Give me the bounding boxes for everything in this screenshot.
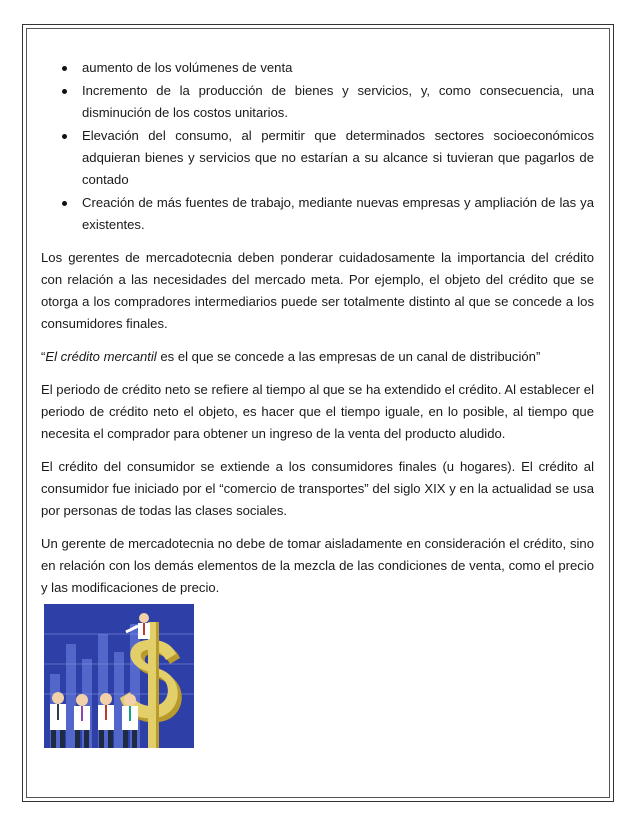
paragraph-credit-period: El periodo de crédito neto se refiere al tiempo al que se ha extendido el crédito. Al establecer el periodo de crédito neto el objeto, es hacer que el tiempo iguale, en lo posible, al tiempo que necesita el comprador para obtener un ingreso de la venta del producto aludido.	[41, 382, 594, 441]
paragraph-credit-importance: Los gerentes de mercadotecnia deben ponderar cuidadosamente la importancia del crédito con relación a las necesidades del mercado meta. Por ejemplo, el objeto del crédito que se otorga a los compradores intermediarios puede ser totalmente distinto al que se concede a los consumidores finales.	[41, 250, 594, 331]
list-item-text: Elevación del consumo, al permitir que determinados sectores socioeconómicos adquieran bienes y servicios que no estarían a su alcance si tuvieran que pagarlos de contado	[82, 128, 594, 187]
benefits-list	[41, 57, 594, 236]
definition-text: es el que se concede a las empresas de un canal de distribución”	[156, 349, 541, 364]
bullet-icon	[62, 134, 67, 139]
bullet-icon	[62, 66, 67, 71]
list-item-text: Creación de más fuentes de trabajo, mediante nuevas empresas y ampliación de las ya existentes.	[82, 195, 594, 232]
document-body	[41, 57, 594, 599]
list-item	[41, 57, 594, 79]
defined-term: El crédito mercantil	[45, 349, 157, 364]
list-item	[41, 125, 594, 191]
definition-credito-mercantil	[41, 346, 594, 368]
quote-open-mark: “	[41, 349, 46, 364]
list-item-text: Incremento de la producción de bienes y servicios, y, como consecuencia, una disminución de los costos unitarios.	[82, 83, 594, 120]
bullet-icon	[62, 89, 67, 94]
list-item	[41, 80, 594, 124]
business-people-dollar-clipart	[44, 604, 194, 748]
paragraph-marketing-manager: Un gerente de mercadotecnia no debe de tomar aisladamente en consideración el crédito, sino en relación con los demás elementos de la mezcla de las condiciones de venta, como el precio y las modificaciones de precio.	[41, 536, 594, 595]
list-item-text: aumento de los volúmenes de venta	[82, 60, 293, 75]
paragraph-consumer-credit: El crédito del consumidor se extiende a los consumidores finales (u hogares). El crédito al consumidor fue iniciado por el “comercio de transportes” del siglo XIX y en la actualidad se usa por personas de todas las clases sociales.	[41, 459, 594, 518]
list-item	[41, 192, 594, 236]
bullet-icon	[62, 201, 67, 206]
